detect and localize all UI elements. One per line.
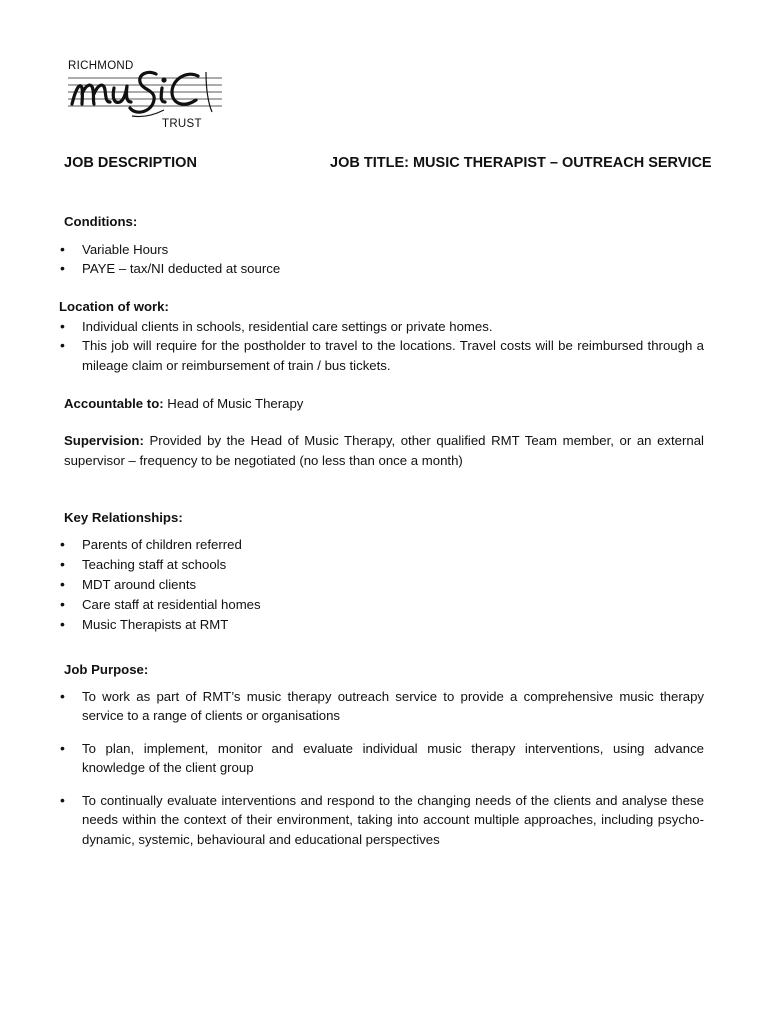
accountable-value: Head of Music Therapy <box>163 396 304 411</box>
list-item: • This job will require for the postholder to travel to the locations. Travel costs will be reimbursed through a mileage claim or reimbursement of train / bus tickets. <box>59 336 704 375</box>
list-item: • Care staff at residential homes <box>59 595 704 615</box>
list-item: • Individual clients in schools, residential care settings or private homes. <box>59 317 704 337</box>
accountable-paragraph <box>59 394 704 414</box>
accountable-label: Accountable to: <box>64 396 164 411</box>
logo-bottom-text: TRUST <box>162 118 202 130</box>
list-item: • Variable Hours <box>59 240 704 260</box>
relationships-heading: Key Relationships: <box>64 510 183 525</box>
supervision-paragraph <box>59 431 704 470</box>
location-heading: Location of work: <box>59 299 169 314</box>
list-item: • PAYE – tax/NI deducted at source <box>59 259 704 279</box>
purpose-section <box>59 660 704 862</box>
list-item: • Teaching staff at schools <box>59 555 704 575</box>
document-type-heading: JOB DESCRIPTION <box>64 155 197 171</box>
list-item: • To continually evaluate interventions and respond to the changing needs of the clients and analyse these needs within the context of their environment, taking into account multiple approaches, including psycho-dynamic, systemic, behavioural and educational perspectives <box>59 791 704 850</box>
list-item: • MDT around clients <box>59 575 704 595</box>
conditions-section <box>59 212 704 279</box>
purpose-list <box>59 687 704 850</box>
conditions-heading: Conditions: <box>64 214 138 229</box>
relationships-list <box>59 535 704 635</box>
location-list <box>59 317 704 376</box>
list-item: • Music Therapists at RMT <box>59 615 704 635</box>
supervision-label: Supervision: <box>64 433 144 448</box>
list-item: • To work as part of RMT’s music therapy outreach service to provide a comprehensive music therapy service to a range of clients or organisations <box>59 687 704 726</box>
logo-top-text: RICHMOND <box>68 60 134 72</box>
job-title-heading: JOB TITLE: MUSIC THERAPIST – OUTREACH SERVICE <box>330 155 712 171</box>
relationships-section <box>59 508 704 634</box>
location-section <box>59 297 704 375</box>
list-item: • To plan, implement, monitor and evaluate individual music therapy interventions, using advance knowledge of the client group <box>59 739 704 778</box>
purpose-heading: Job Purpose: <box>64 662 149 677</box>
conditions-list <box>59 240 704 279</box>
supervision-value: Provided by the Head of Music Therapy, other qualified RMT Team member, or an external supervisor – frequency to be negotiated (no less than once a month) <box>64 433 704 468</box>
list-item: • Parents of children referred <box>59 535 704 555</box>
richmond-music-trust-logo <box>64 58 226 136</box>
